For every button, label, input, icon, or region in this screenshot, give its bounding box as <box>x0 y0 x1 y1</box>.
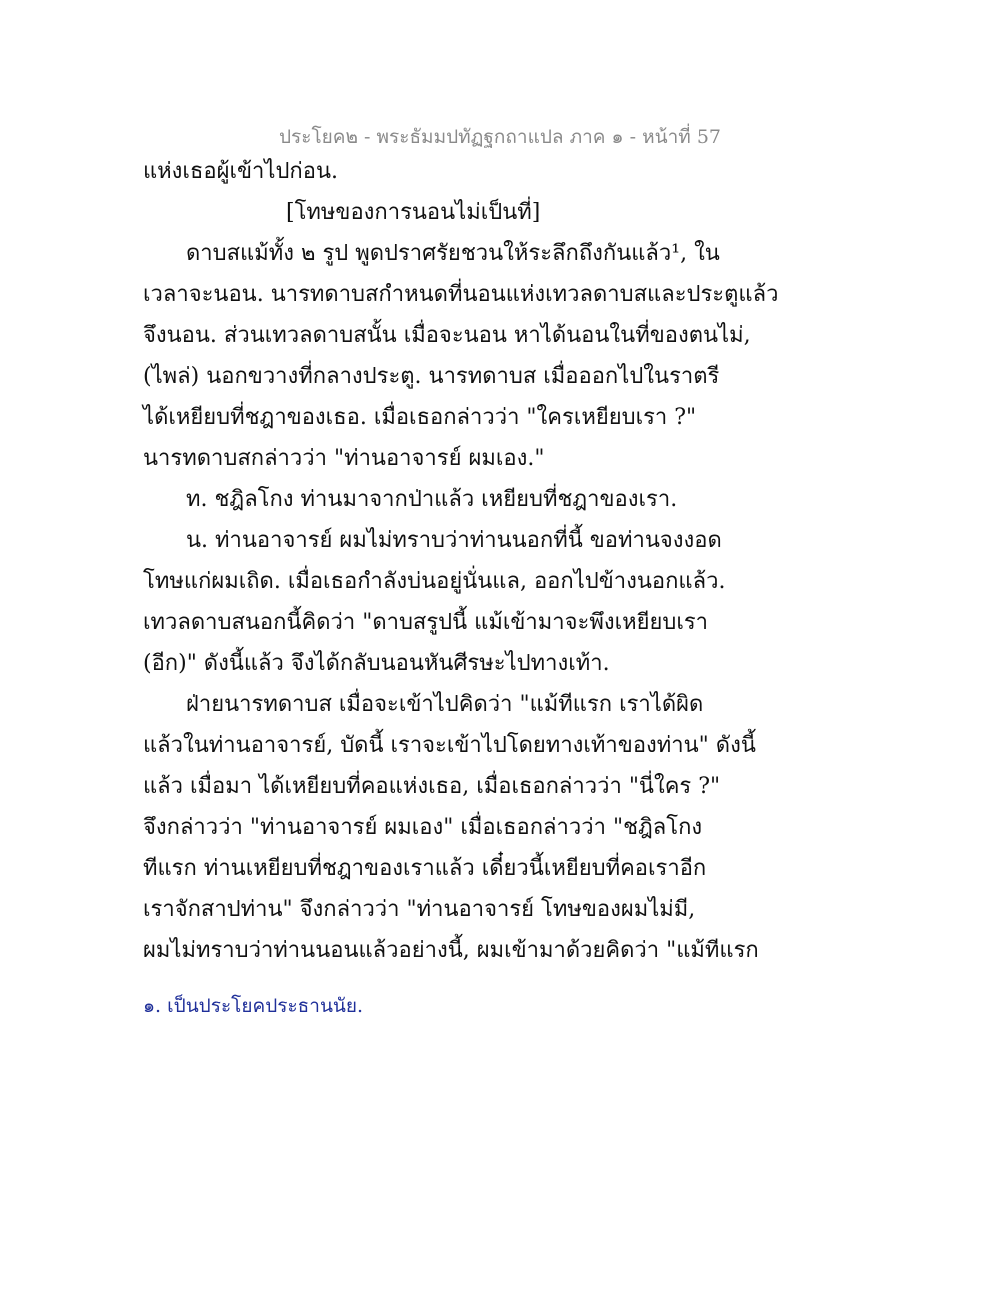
footnote: ๑. เป็นประโยคประธานนัย. <box>143 995 364 1017</box>
page-header <box>0 122 1000 152</box>
text-line: เวลาจะนอน. นารทดาบสกำหนดที่นอนแห่งเทวลดาบสและประตูแล้ว <box>143 282 779 307</box>
text-line: ฝ่ายนารทดาบส เมื่อจะเข้าไปคิดว่า "แม้ทีแรก เราได้ผิด <box>186 692 704 717</box>
text-line: จึงกล่าวว่า "ท่านอาจารย์ ผมเอง" เมื่อเธอกล่าวว่า "ชฎิลโกง <box>143 815 703 840</box>
running-title: ประโยค๒ - พระธัมมปทัฏฐกถาแปล ภาค ๑ - หน้าที่ 57 <box>278 126 722 148</box>
text-line: (อีก)" ดังนี้แล้ว จึงได้กลับนอนหันศีรษะไปทางเท้า. <box>143 651 610 676</box>
text-line: แล้ว เมื่อมา ได้เหยียบที่คอแห่งเธอ, เมื่อเธอกล่าวว่า "นี่ใคร ?" <box>143 774 721 799</box>
text-line: ทีแรก ท่านเหยียบที่ชฎาของเราแล้ว เดี๋ยวนี้เหยียบที่คอเราอีก <box>143 856 707 881</box>
text-line: น. ท่านอาจารย์ ผมไม่ทราบว่าท่านนอกที่นี้ ขอท่านจงงอด <box>186 528 722 553</box>
text-line: เทวลดาบสนอกนี้คิดว่า "ดาบสรูปนี้ แม้เข้ามาจะพึงเหยียบเรา <box>143 610 709 635</box>
text-line: จึงนอน. ส่วนเทวลดาบสนั้น เมื่อจะนอน หาได้นอนในที่ของตนไม่, <box>143 323 751 348</box>
text-line: ดาบสแม้ทั้ง ๒ รูป พูดปราศรัยชวนให้ระลึกถึงกันแล้ว¹, ใน <box>186 241 720 266</box>
text-line: ท. ชฎิลโกง ท่านมาจากป่าแล้ว เหยียบที่ชฎาของเรา. <box>186 487 678 512</box>
text-line: ผมไม่ทราบว่าท่านนอนแล้วอย่างนี้, ผมเข้ามาด้วยคิดว่า "แม้ทีแรก <box>143 938 759 963</box>
text-line: แห่งเธอผู้เข้าไปก่อน. <box>143 159 338 184</box>
text-line: นารทดาบสกล่าวว่า "ท่านอาจารย์ ผมเอง." <box>143 446 545 471</box>
text-line: แล้วในท่านอาจารย์, บัดนี้ เราจะเข้าไปโดยทางเท้าของท่าน" ดังนี้ <box>143 733 756 758</box>
text-line: ได้เหยียบที่ชฎาของเธอ. เมื่อเธอกล่าวว่า "ใครเหยียบเรา ?" <box>143 405 697 430</box>
text-line: (ไพล่) นอกขวางที่กลางประตู. นารทดาบส เมื่อออกไปในราตรี <box>143 364 720 389</box>
text-line: โทษแก่ผมเถิด. เมื่อเธอกำลังบ่นอยู่นั่นแล, ออกไปข้างนอกแล้ว. <box>143 569 726 594</box>
section-heading: [โทษของการนอนไม่เป็นที่] <box>286 200 541 225</box>
text-line: เราจักสาปท่าน" จึงกล่าวว่า "ท่านอาจารย์ โทษของผมไม่มี, <box>143 897 696 922</box>
